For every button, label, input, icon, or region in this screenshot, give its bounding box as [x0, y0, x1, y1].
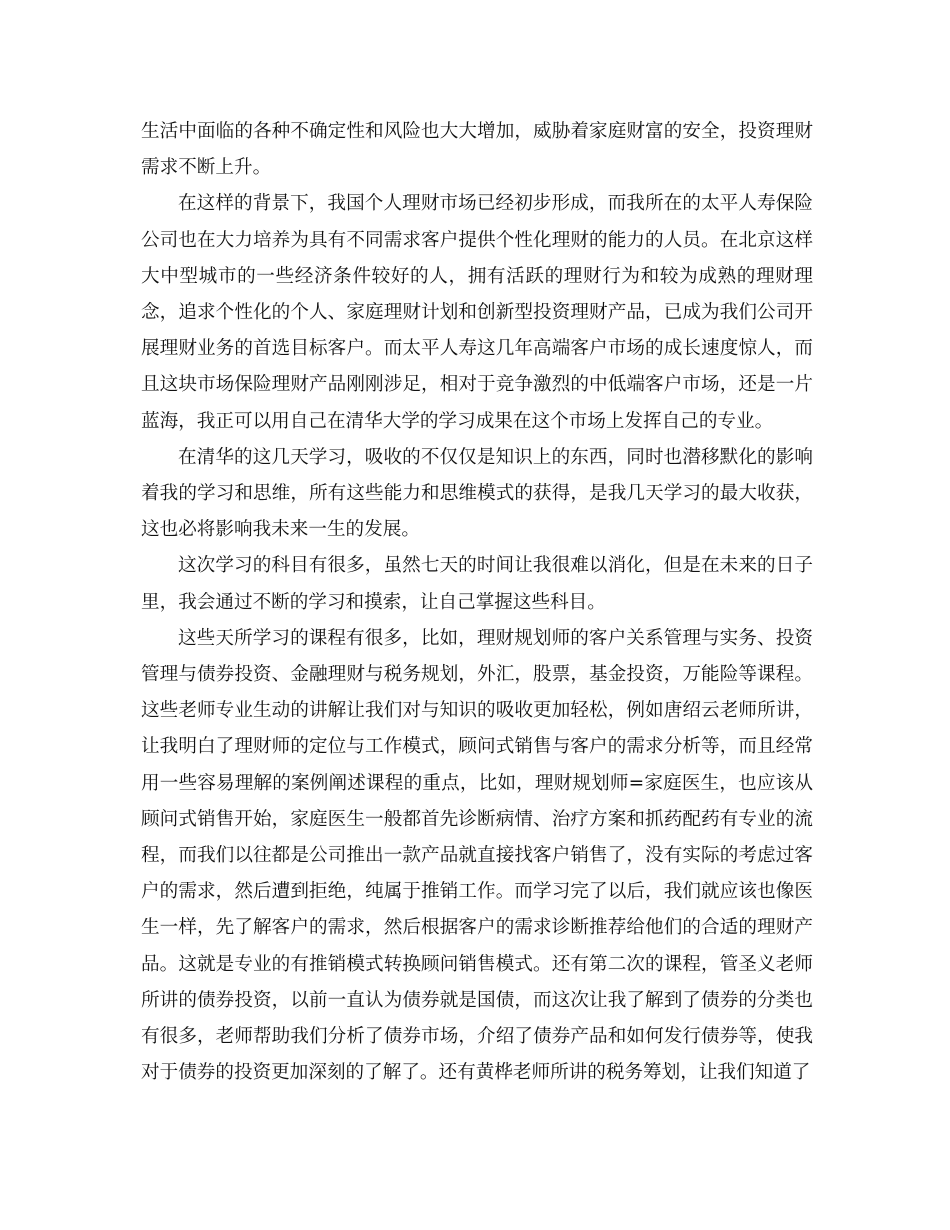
paragraph-continuation: 生活中面临的各种不确定性和风险也大大增加，威胁着家庭财富的安全，投资理财需求不断上升。: [141, 121, 813, 179]
paragraph-tsinghua-study: 在清华的这几天学习，吸收的不仅仅是知识上的东西，同时也潜移默化的影响着我的学习和思维，所有这些能力和思维模式的获得，是我几天学习的最大收获，这也必将影响我未来一生的发展。: [141, 446, 813, 541]
paragraph-subjects: 这次学习的科目有很多，虽然七天的时间让我很难以消化，但是在未来的日子里，我会通过不断的学习和摸索，让自己掌握这些科目。: [141, 555, 813, 613]
paragraph-market-background: 在这样的背景下，我国个人理财市场已经初步形成，而我所在的太平人寿保险公司也在大力培养为具有不同需求客户提供个性化理财的能力的人员。在北京这样大中型城市的一些经济条件较好的人，拥有活跃的理财行为和较为成熟的理财理念，追求个性化的个人、家庭理财计划和创新型投资理财产品，已成为我们公司开展理财业务的首选目标客户。而太平人寿这几年高端客户市场的成长速度惊人，而且这块市场保险理财产品刚刚涉足，相对于竞争激烈的中低端客户市场，还是一片蓝海，我正可以用自己在清华大学的学习成果在这个市场上发挥自己的专业。: [141, 193, 813, 432]
paragraph-courses: 这些天所学习的课程有很多，比如，理财规划师的客户关系管理与实务、投资管理与债券投资、金融理财与税务规划，外汇，股票，基金投资，万能险等课程。这些老师专业生动的讲解让我们对与知识的吸收更加轻松，例如唐绍云老师所讲，让我明白了理财师的定位与工作模式，顾问式销售与客户的需求分析等，而且经常用一些容易理解的案例阐述课程的重点，比如，理财规划师=家庭医生，也应该从顾问式销售开始，家庭医生一般都首先诊断病情、治疗方案和抓药配药有专业的流程，而我们以往都是公司推出一款产品就直接找客户销售了，没有实际的考虑过客户的需求，然后遭到拒绝，纯属于推销工作。而学习完了以后，我们就应该也像医生一样，先了解客户的需求，然后根据客户的需求诊断推荐给他们的合适的理财产品。这就是专业的有推销模式转换顾问销售模式。还有第二次的课程，管圣义老师所讲的债券投资，以前一直认为债券就是国债，而这次让我了解到了债券的分类也有很多，老师帮助我们分析了债券市场，介绍了债券产品和如何发行债券等，使我对于债券的投资更加深刻的了解了。还有黄桦老师所讲的税务筹划，让我们知道了: [141, 627, 813, 1084]
document-body: [141, 114, 813, 1091]
